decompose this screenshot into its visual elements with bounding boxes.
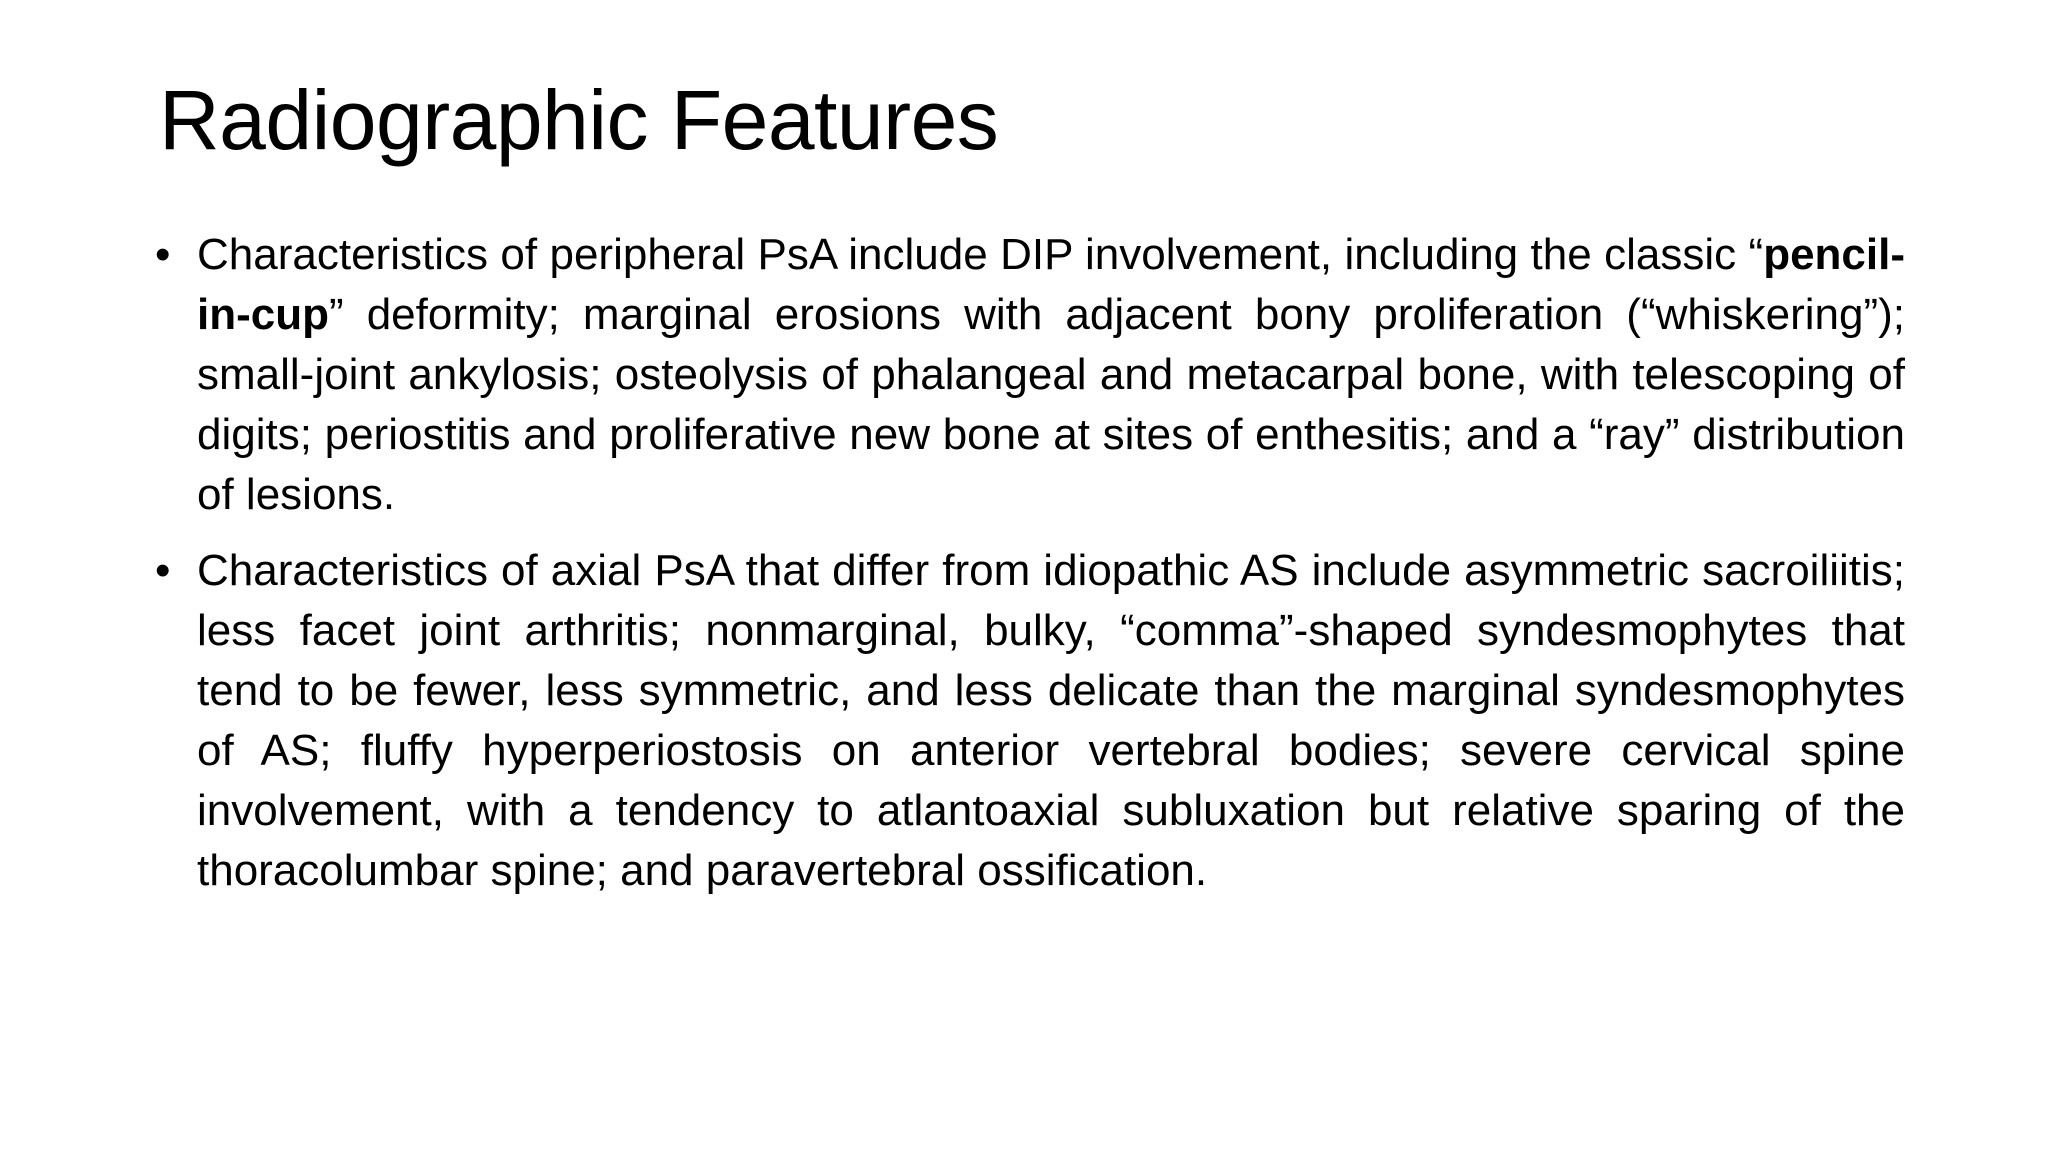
bullet-peripheral-psa [155, 225, 1905, 525]
bullet-text-part: ” deformity; marginal erosions with adjacent bony proliferation (“whiskering”); small-joint ankylosis; osteolysis of phalangeal and metacarpal bone, with telescoping of digits; periostitis and proliferative new bone at sites of enthesitis; and a “ray” distribution of lesions. [197, 290, 1905, 519]
bullet-bold-term: pencil-in-cup [197, 230, 1905, 339]
bullet-text: Characteristics of axial PsA that differ from idiopathic AS include asymmetric sacroiliitis; less facet joint arthritis; nonmarginal, bulky, “comma”-shaped syndesmophytes that tend to be fewer, less symmetric, and less delicate than the marginal syndesmophytes of AS; fluffy hyperperiostosis on anterior vertebral bodies; severe cervical spine involvement, with a tendency to atlantoaxial subluxation but relative sparing of the thoracolumbar spine; and paravertebral ossification. [197, 546, 1905, 895]
slide-title: Radiographic Features [159, 73, 999, 167]
bullet-list [155, 225, 1905, 917]
bullet-dot-icon: • [155, 546, 171, 595]
bullet-text-part: Characteristics of peripheral PsA include DIP involvement, including the classic “ [197, 230, 1764, 279]
bullet-dot-icon: • [155, 230, 171, 279]
bullet-axial-psa [155, 541, 1905, 901]
bullet-text [197, 230, 1905, 519]
